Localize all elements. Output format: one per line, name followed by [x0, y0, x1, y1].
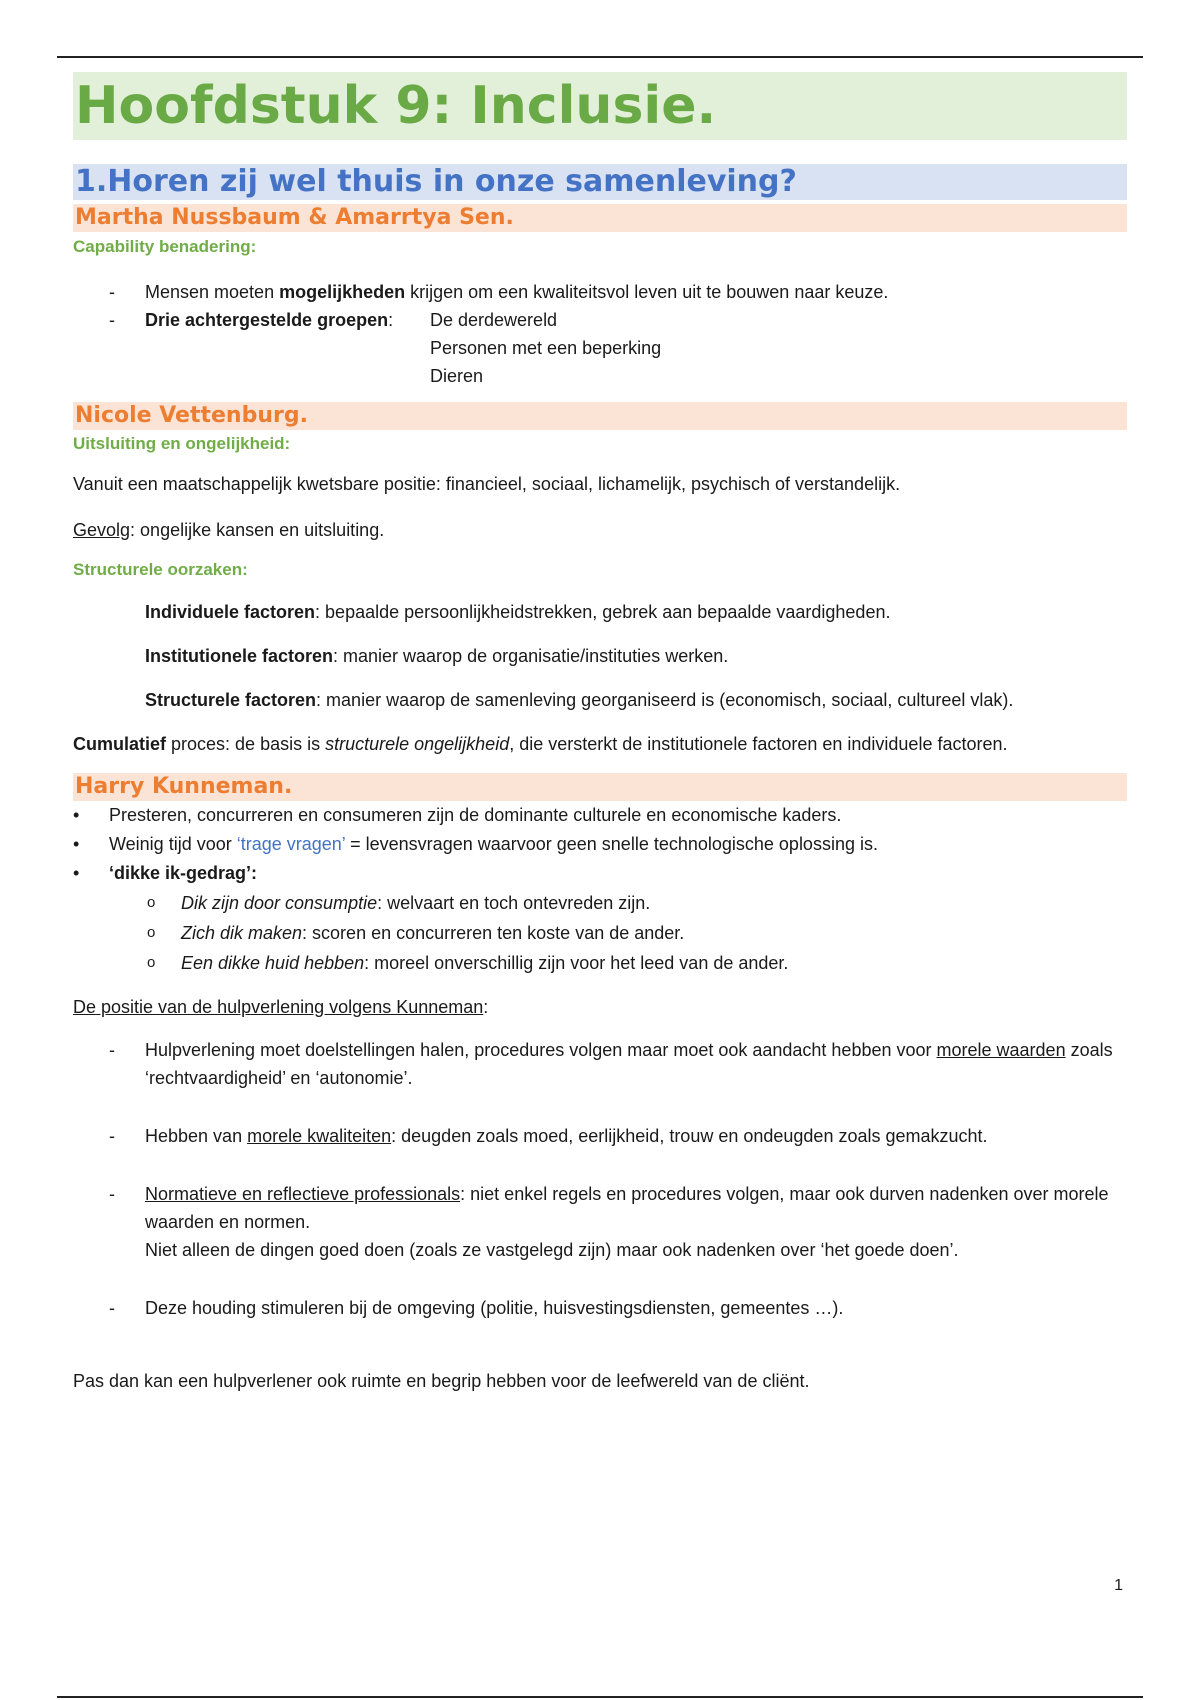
list-item: o Dik zijn door consumptie: welvaart en toch ontevreden zijn.: [147, 893, 651, 913]
section-heading: 1.Horen zij wel thuis in onze samenleving?: [73, 164, 1127, 200]
groups-list: De derdewereld Personen met een beperking Dieren: [430, 310, 662, 386]
factor-structurele: Structurele factoren: manier waarop de samenleving georganiseerd is (economisch, sociaal, cultureel vlak).: [145, 690, 1014, 710]
page-number: 1: [1114, 1577, 1123, 1594]
dikke-ik-list: [73, 888, 1127, 978]
list-item: - Hulpverlening moet doelstellingen halen, procedures volgen maar moet ook aandacht hebben voor morele waarden zoals ‘rechtvaardigheid’ en ‘autonomie’.: [109, 1040, 1113, 1088]
list-item: • Presteren, concurreren en consumeren zijn de dominante culturele en economische kaders.: [73, 805, 842, 825]
list-item: • ‘dikke ik-gedrag’:: [73, 863, 258, 883]
list-item: - Normatieve en reflectieve professionals: niet enkel regels en procedures volgen, maar ook durven nadenken over morele waarden en normen. Niet alleen de dingen goed doen (zoals ze vastgelegd zijn) maar ook nadenken over ‘het goede doen’.: [109, 1184, 1109, 1260]
paragraph: Vanuit een maatschappelijk kwetsbare positie: financieel, sociaal, lichamelijk, psychisch of verstandelijk.: [73, 474, 901, 494]
list-item: - Hebben van morele kwaliteiten: deugden zoals moed, eerlijkheid, trouw en ondeugden zoals gemakzucht.: [109, 1126, 988, 1146]
list-item: - Mensen moeten mogelijkheden krijgen om een kwaliteitsvol leven uit te bouwen naar keuze.: [109, 282, 889, 302]
factor-institutionele: Institutionele factoren: manier waarop de organisatie/instituties werken.: [145, 646, 729, 666]
subheading-uitsluiting: Uitsluiting en ongelijkheid:: [73, 434, 291, 453]
capability-list: [73, 278, 1127, 390]
top-rule: [57, 56, 1143, 58]
author-heading-vettenburg: Nicole Vettenburg.: [73, 402, 1127, 430]
closing-paragraph: Pas dan kan een hulpverlener ook ruimte en begrip hebben voor de leefwereld van de cliënt.: [73, 1371, 810, 1391]
list-item: - Deze houding stimuleren bij de omgeving (politie, huisvestingsdiensten, gemeentes …).: [109, 1298, 844, 1318]
page-content: [73, 72, 1127, 1396]
paragraph-cumulatief: Cumulatief proces: de basis is structurele ongelijkheid, die versterkt de institutionele factoren en individuele factoren.: [73, 734, 1008, 754]
list-item: o Een dikke huid hebben: moreel onverschillig zijn voor het leed van de ander.: [147, 953, 789, 973]
subheading-capability: Capability benadering:: [73, 237, 257, 256]
factor-individuele: Individuele factoren: bepaalde persoonlijkheidstrekken, gebrek aan bepaalde vaardigheden.: [145, 602, 891, 622]
bottom-rule: [57, 1696, 1143, 1698]
author-heading-kunneman: Harry Kunneman.: [73, 773, 1127, 801]
author-heading-nussbaum: Martha Nussbaum & Amarrtya Sen.: [73, 204, 1127, 232]
page-title: Hoofdstuk 9: Inclusie.: [73, 72, 1127, 140]
hulpverlening-list: [73, 1036, 1127, 1322]
list-item: o Zich dik maken: scoren en concurreren ten koste van de ander.: [147, 923, 685, 943]
list-item: • Weinig tijd voor ‘trage vragen’ = levensvragen waarvoor geen snelle technologische oplossing is.: [73, 834, 878, 854]
paragraph-gevolg: Gevolg: ongelijke kansen en uitsluiting.: [73, 520, 385, 540]
subheading-oorzaken: Structurele oorzaken:: [73, 560, 248, 579]
kunneman-bullets: [73, 801, 1127, 888]
paragraph-positie: De positie van de hulpverlening volgens Kunneman:: [73, 997, 489, 1017]
list-item: - Drie achtergestelde groepen: De derdewereld Personen met een beperking Dieren: [73, 306, 1127, 390]
